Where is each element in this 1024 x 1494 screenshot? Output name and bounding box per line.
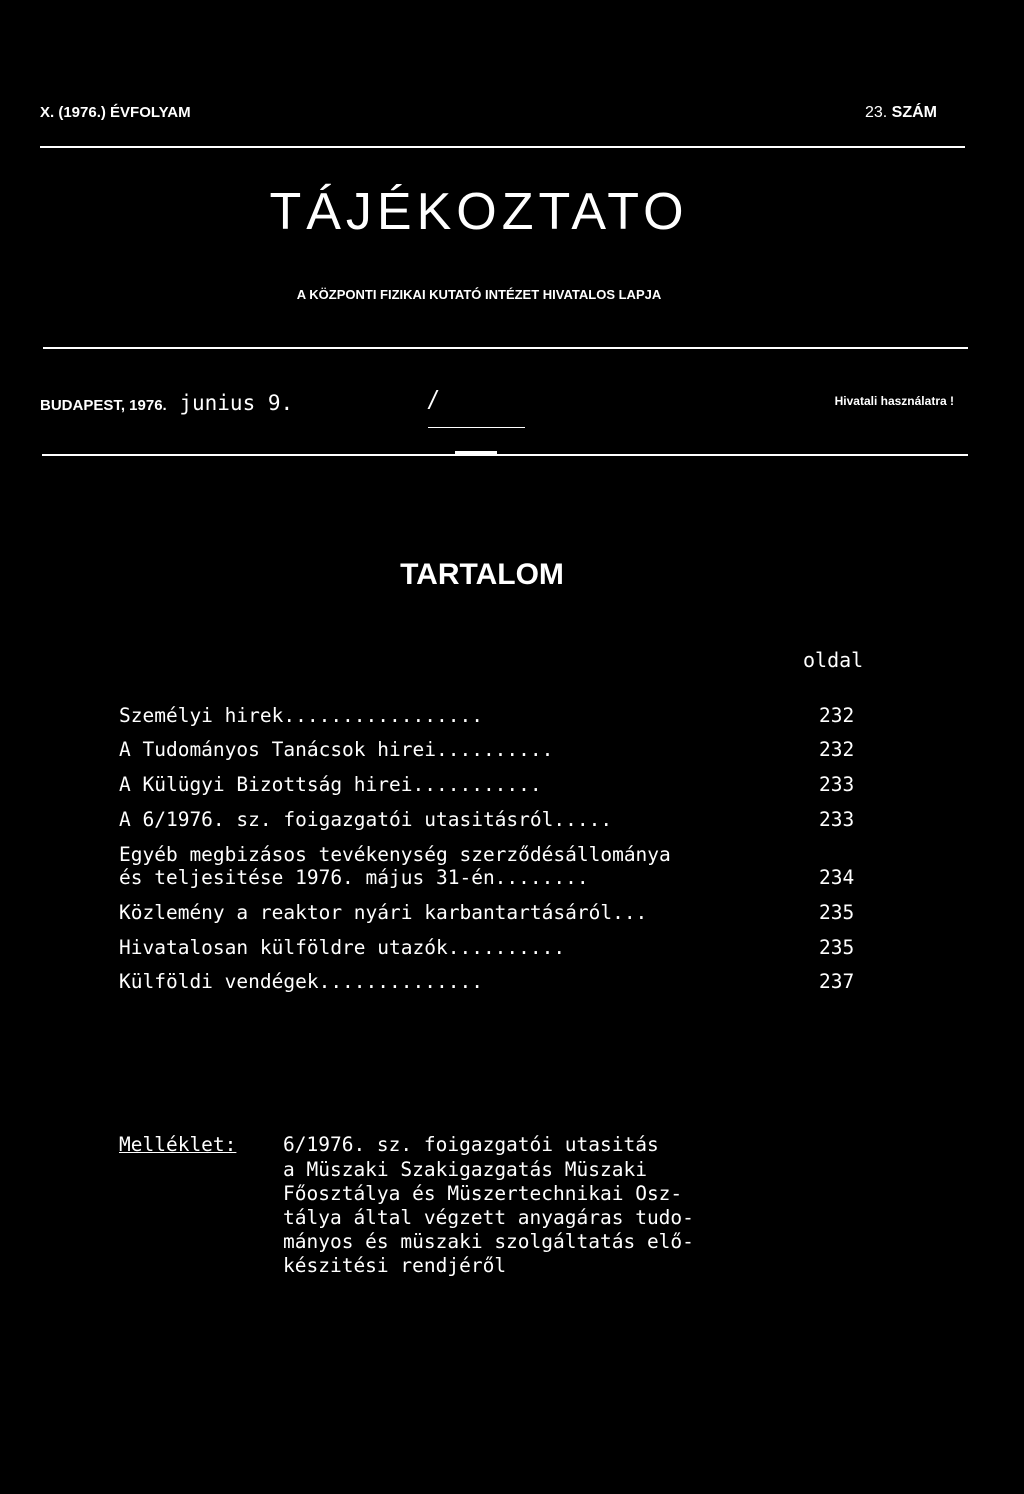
meta-rule-mark bbox=[455, 451, 497, 454]
toc-page: 235 bbox=[819, 936, 855, 959]
annex-line: a Müszaki Szakigazgatás Müszaki bbox=[283, 1158, 647, 1181]
handwritten-slash: / bbox=[429, 385, 437, 415]
annex-line: Főosztálya és Müszertechnikai Osz- bbox=[283, 1182, 683, 1205]
annex-label-text: Melléklet: bbox=[119, 1133, 237, 1156]
volume-label: X. (1976.) ÉVFOLYAM bbox=[40, 104, 191, 121]
header-rule bbox=[40, 146, 965, 148]
toc-item: Személyi hirek................. bbox=[119, 704, 483, 727]
date-text: junius 9. bbox=[166, 391, 294, 415]
masthead-rule bbox=[43, 347, 968, 349]
publication-date bbox=[40, 391, 293, 415]
issue-number bbox=[865, 104, 937, 122]
masthead-subtitle: A KÖZPONTI FIZIKAI KUTATÓ INTÉZET HIVATALOS LAPJA bbox=[296, 287, 662, 302]
annex-line: mányos és müszaki szolgáltatás elő- bbox=[283, 1230, 694, 1253]
toc-item: Közlemény a reaktor nyári karbantartásáról... bbox=[119, 901, 648, 924]
toc-item: A Tudományos Tanácsok hirei.......... bbox=[119, 738, 554, 761]
place-year: BUDAPEST, 1976. bbox=[40, 397, 167, 414]
toc-item: Egyéb megbizásos tevékenység szerződésállománya bbox=[119, 843, 671, 866]
toc-item: Hivatalosan külföldre utazók.......... bbox=[119, 936, 566, 959]
page-column-header: oldal bbox=[803, 648, 864, 672]
issue-label: SZÁM bbox=[891, 104, 937, 121]
annex-line: tálya által végzett anyagáras tudo- bbox=[283, 1206, 694, 1229]
toc-item: A Külügyi Bizottság hirei........... bbox=[119, 773, 542, 796]
toc-page: 237 bbox=[819, 970, 855, 993]
annex-label bbox=[119, 1133, 236, 1156]
usage-notice: Hivatali használatra ! bbox=[834, 394, 954, 408]
masthead-title: TÁJÉKOZTATO bbox=[269, 183, 689, 241]
contents-title: TARTALOM bbox=[400, 558, 564, 591]
toc-item: Külföldi vendégek.............. bbox=[119, 970, 483, 993]
toc-page: 232 bbox=[819, 738, 855, 761]
toc-item: A 6/1976. sz. foigazgatói utasitásról..... bbox=[119, 808, 613, 831]
toc-page: 234 bbox=[819, 866, 855, 889]
annex-line: készitési rendjéről bbox=[283, 1254, 507, 1277]
toc-page: 233 bbox=[819, 808, 855, 831]
toc-page: 232 bbox=[819, 704, 855, 727]
toc-page: 235 bbox=[819, 901, 855, 924]
toc-page: 233 bbox=[819, 773, 855, 796]
issue-number-value: 23. bbox=[864, 104, 888, 121]
annex-line: 6/1976. sz. foigazgatói utasitás bbox=[283, 1133, 659, 1156]
meta-rule bbox=[42, 454, 968, 456]
signature-line bbox=[428, 427, 525, 428]
toc-item: és teljesitése 1976. május 31-én........ bbox=[119, 866, 589, 889]
